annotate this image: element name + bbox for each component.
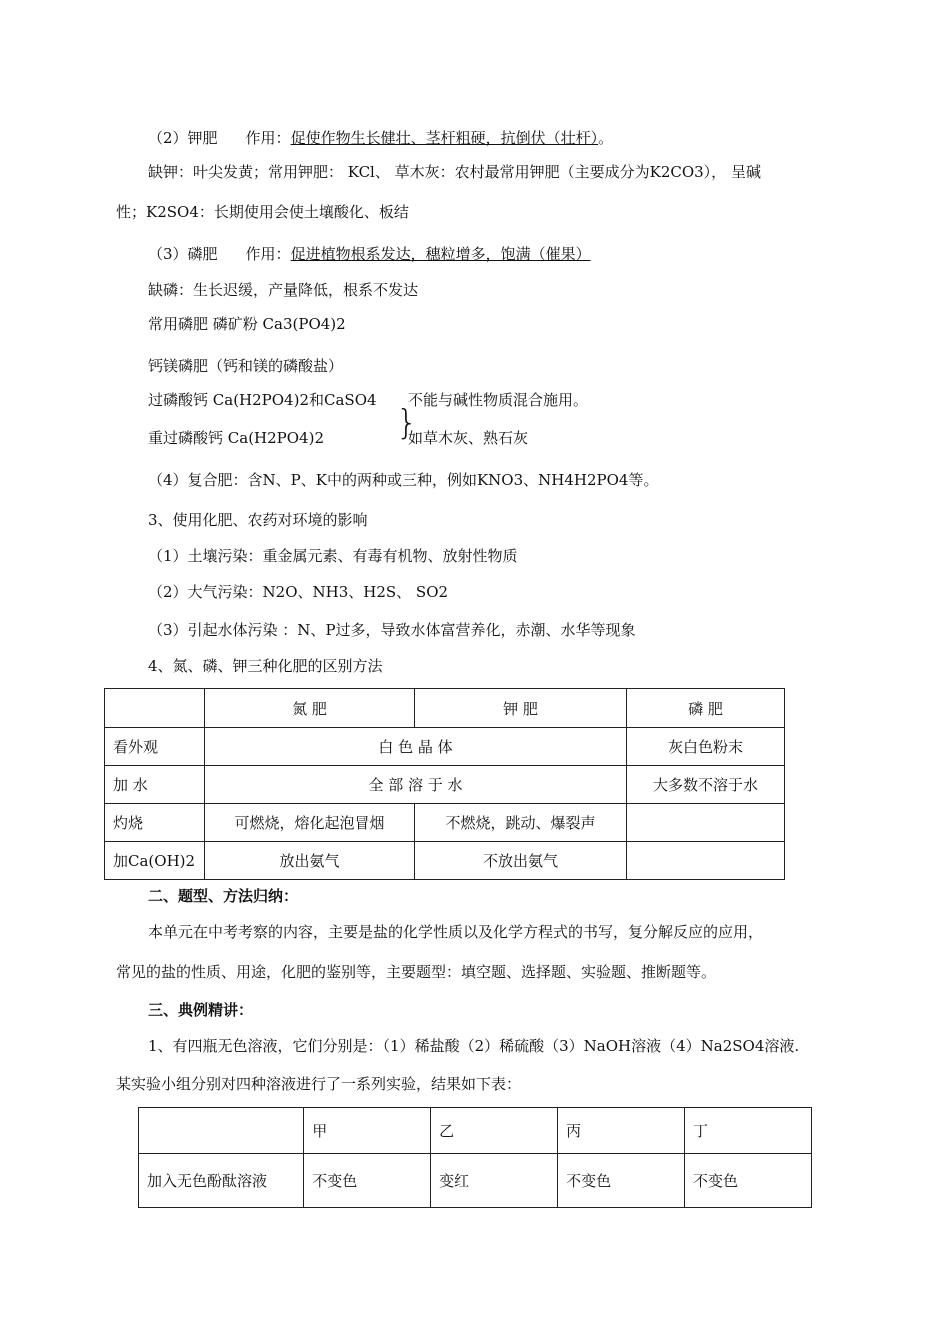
table-header-potash: 钾 肥 [415,689,627,728]
impact-water: （3）引起水体污染 ：N、P过多，导致水体富营养化，赤潮、水华等现象 [148,621,636,639]
potash-line [148,128,613,148]
table-cell [627,804,785,842]
row-label: 看外观 [105,728,205,766]
table-cell: 不燃烧，跳动、爆裂声 [415,804,627,842]
question1: 1、有四瓶无色溶液，它们分别是：（1）稀盐酸（2）稀硫酸（3）NaOH溶液（4）Na2SO4溶液. [148,1037,800,1055]
row-label: 加 水 [105,766,205,804]
table-cell: 放出氨气 [205,842,415,880]
table-cell: 可燃烧，熔化起泡冒烟 [205,804,415,842]
phos-note1: 不能与碱性物质混合施用。 [408,391,589,409]
table-cell: 灰白色粉末 [627,728,785,766]
table-header-jia: 甲 [304,1108,431,1154]
impact-air: （2）大气污染：N2O、NH3、H2S、 SO2 [148,583,449,601]
potash-heading: （2）钾肥 [148,129,218,147]
table-cell: 不放出氨气 [415,842,627,880]
table-header-empty [105,689,205,728]
table-cell: 全 部 溶 于 水 [205,766,627,804]
table-header-ding: 丁 [685,1108,812,1154]
brace-symbol: } [396,403,418,443]
experiment-table [138,1107,812,1208]
phos-ca-mg: 钙镁磷肥（钙和镁的磷酸盐） [148,357,344,375]
potash-role-end: 。 [598,129,614,147]
table-row [105,766,785,804]
phos-common: 常用磷肥 磷矿粉 Ca3(PO4)2 [148,315,346,333]
phos-role-label: 作用： [245,245,291,263]
table-header-empty [139,1108,304,1154]
table-header-bing: 丙 [558,1108,685,1154]
table-header-row [105,689,785,728]
table-header-yi: 乙 [431,1108,558,1154]
potash-lack-line: 缺钾：叶尖发黄；常用钾肥： KCl、 草木灰：农村最常用钾肥（主要成分为K2CO3）， 呈碱 [148,163,761,181]
question1-b: 某实验小组分别对四种溶液进行了一系列实验，结果如下表： [116,1075,522,1093]
table-cell: 变红 [431,1154,558,1208]
compound-line: （4）复合肥：含N、P、K中的两种或三种，例如KNO3、NH4H2PO4等。 [148,471,659,489]
table-cell: 大多数不溶于水 [627,766,785,804]
section3-title: 三、典例精讲： [148,1001,254,1019]
table-header-nitrogen: 氮 肥 [205,689,415,728]
section2-p2: 常见的盐的性质、用途，化肥的鉴别等，主要题型：填空题、选择题、实验题、推断题等。 [116,963,717,981]
phos-line [148,244,591,264]
table-cell: 白 色 晶 体 [205,728,627,766]
row-label: 加Ca(OH)2 [105,842,205,880]
table-row [105,842,785,880]
impact-soil: （1）土壤污染：重金属元素、有毒有机物、放射性物质 [148,547,518,565]
table-row [105,804,785,842]
phos-super: 过磷酸钙 Ca(H2PO4)2和CaSO4 [148,391,377,409]
potash-role-label: 作用： [245,129,291,147]
distinguish-title: 4、氮、磷、钾三种化肥的区别方法 [148,657,383,675]
row-label: 灼烧 [105,804,205,842]
potash-role-text: 促使作物生长健壮、茎杆粗硬，抗倒伏（壮杆） [290,129,599,147]
row-label: 加入无色酚酞溶液 [139,1154,304,1208]
potash-lack-line2: 性；K2SO4：长期使用会使土壤酸化、板结 [116,203,409,221]
table-cell: 不变色 [304,1154,431,1208]
table-row [139,1154,812,1208]
table-cell [627,842,785,880]
table-header-phosphate: 磷 肥 [627,689,785,728]
section2-p1: 本单元在中考考察的内容，主要是盐的化学性质以及化学方程式的书写，复分解反应的应用， [148,923,764,941]
phos-note2: 如草木灰、熟石灰 [408,429,529,447]
phos-heading: （3）磷肥 [148,245,218,263]
section2-title: 二、题型、方法归纳： [148,887,299,905]
phos-double: 重过磷酸钙 Ca(H2PO4)2 [148,429,324,447]
table-row [105,728,785,766]
table-cell: 不变色 [685,1154,812,1208]
phos-role-text: 促进植物根系发达，穗粒增多，饱满（催果） [290,245,591,263]
table-header-row [139,1108,812,1154]
table-cell: 不变色 [558,1154,685,1208]
impact-title: 3、使用化肥、农药对环境的影响 [148,511,368,529]
fertilizer-table [104,688,785,880]
phos-lack: 缺磷：生长迟缓，产量降低，根系不发达 [148,281,419,299]
